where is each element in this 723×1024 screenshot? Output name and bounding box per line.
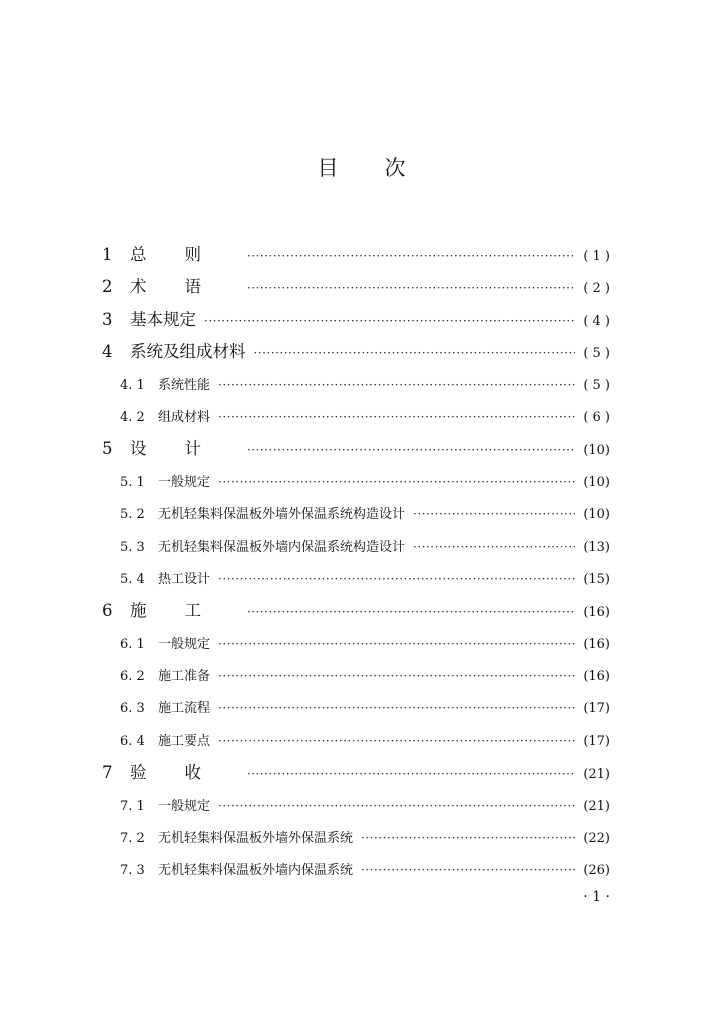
toc-leader-dots (413, 531, 575, 563)
toc-entry-number: 7. 3 (120, 863, 145, 879)
toc-entry[interactable] (102, 271, 610, 303)
toc-leader-dots (218, 401, 575, 433)
toc-entry-title: 无机轻集料保温板外墙外保温系统 (158, 831, 354, 847)
toc-entry-number: 5. 2 (120, 507, 145, 523)
toc-entry-number: 7. 2 (120, 831, 145, 847)
toc-entry-number: 2 (102, 277, 113, 297)
toc-leader-dots (204, 305, 575, 337)
toc-entry-title: 总则 (130, 245, 239, 264)
toc-entry-title: 施工 (130, 601, 239, 621)
toc-page-ref: ( 6 ) (583, 409, 610, 425)
toc-leader-dots (361, 854, 575, 886)
toc-entry-number: 1 (102, 245, 113, 264)
toc-leader-dots (361, 822, 575, 854)
toc-entry-number: 5 (102, 439, 113, 459)
toc-leader-dots (218, 660, 575, 692)
toc-entry-number: 6. 2 (120, 669, 145, 685)
toc-page-ref: (10) (583, 474, 610, 490)
toc-entry-number: 5. 4 (120, 571, 145, 587)
toc-subentry[interactable] (102, 628, 610, 660)
toc-entry-title: 施工准备 (158, 669, 211, 685)
toc-subentry[interactable] (102, 790, 610, 822)
toc-entry-title: 基本规定 (130, 309, 196, 329)
toc-page-ref: ( 4 ) (583, 313, 610, 329)
toc-leader-dots (247, 596, 575, 628)
toc-entry-number: 6. 1 (120, 636, 145, 652)
toc-leader-dots (247, 758, 575, 790)
toc-subentry[interactable] (102, 401, 610, 433)
toc-subentry[interactable] (102, 660, 610, 692)
toc-entry-title: 系统及组成材料 (130, 342, 246, 362)
table-of-contents (102, 239, 610, 887)
toc-leader-dots (247, 272, 575, 304)
toc-entry-title: 无机轻集料保温板外墙内保温系统构造设计 (158, 539, 406, 555)
toc-leader-dots (218, 790, 575, 822)
toc-page-ref: (16) (583, 669, 610, 685)
toc-entry-title: 无机轻集料保温板外墙外保温系统构造设计 (158, 507, 406, 523)
page-number: · 1 · (583, 889, 610, 905)
toc-leader-dots (218, 563, 575, 595)
toc-subentry[interactable] (102, 531, 610, 563)
toc-page-ref: ( 5 ) (583, 346, 610, 362)
toc-entry-title: 设计 (130, 439, 239, 459)
toc-page-ref: ( 1 ) (583, 249, 610, 264)
toc-entry-number: 4. 1 (120, 377, 145, 393)
toc-entry-title: 系统性能 (158, 377, 211, 393)
toc-entry-number: 5. 3 (120, 539, 145, 555)
toc-leader-dots (218, 725, 575, 757)
page-title (0, 153, 723, 183)
toc-page-ref: (17) (583, 701, 610, 717)
toc-entry-title: 无机轻集料保温板外墙内保温系统 (158, 863, 354, 879)
toc-leader-dots (413, 498, 575, 530)
toc-subentry[interactable] (102, 498, 610, 530)
toc-page-ref: ( 2 ) (583, 281, 610, 297)
toc-leader-dots (218, 628, 575, 660)
toc-subentry[interactable] (102, 854, 610, 886)
toc-page-ref: (22) (583, 831, 610, 847)
toc-leader-dots (218, 369, 575, 401)
toc-entry[interactable] (102, 433, 610, 465)
toc-page-ref: (21) (583, 767, 610, 783)
toc-entry-title: 验收 (130, 763, 239, 783)
toc-entry[interactable] (102, 239, 610, 271)
toc-entry-number: 6. 4 (120, 733, 145, 749)
toc-page-ref: (15) (583, 571, 610, 587)
toc-leader-dots (218, 466, 575, 498)
toc-entry[interactable] (102, 336, 610, 368)
toc-entry-number: 3 (102, 309, 113, 329)
toc-entry-title: 一般规定 (158, 798, 211, 814)
toc-entry-number: 4 (102, 342, 113, 362)
toc-entry-title: 热工设计 (158, 571, 211, 587)
toc-entry-title: 一般规定 (158, 474, 211, 490)
toc-entry-number: 5. 1 (120, 474, 145, 490)
title-char-2: 次 (384, 156, 406, 180)
toc-entry-number: 7. 1 (120, 798, 145, 814)
toc-subentry[interactable] (102, 822, 610, 854)
toc-entry-number: 6 (102, 601, 113, 621)
toc-subentry[interactable] (102, 466, 610, 498)
toc-leader-dots (247, 434, 575, 466)
toc-page-ref: (16) (583, 636, 610, 652)
toc-page-ref: (10) (583, 507, 610, 523)
toc-entry-number: 6. 3 (120, 701, 145, 717)
toc-entry-title: 施工流程 (158, 701, 211, 717)
toc-page-ref: (21) (583, 798, 610, 814)
toc-page-ref: ( 5 ) (583, 377, 610, 393)
toc-entry-number: 4. 2 (120, 409, 145, 425)
toc-subentry[interactable] (102, 369, 610, 401)
toc-subentry[interactable] (102, 725, 610, 757)
toc-entry-title: 一般规定 (158, 636, 211, 652)
title-char-1: 目 (317, 156, 339, 180)
toc-page-ref: (13) (583, 539, 610, 555)
toc-entry[interactable] (102, 595, 610, 627)
toc-page-ref: (26) (583, 863, 610, 879)
toc-subentry[interactable] (102, 692, 610, 724)
toc-entry-title: 组成材料 (158, 409, 211, 425)
toc-subentry[interactable] (102, 563, 610, 595)
toc-leader-dots (247, 240, 575, 272)
toc-leader-dots (218, 692, 575, 724)
toc-entry-number: 7 (102, 763, 113, 783)
toc-page-ref: (16) (583, 605, 610, 621)
toc-entry[interactable] (102, 757, 610, 789)
toc-page-ref: (10) (583, 443, 610, 459)
toc-page-ref: (17) (583, 733, 610, 749)
toc-entry-title: 施工要点 (158, 733, 211, 749)
toc-entry[interactable] (102, 304, 610, 336)
toc-entry-title: 术语 (130, 277, 239, 297)
toc-leader-dots (254, 337, 576, 369)
